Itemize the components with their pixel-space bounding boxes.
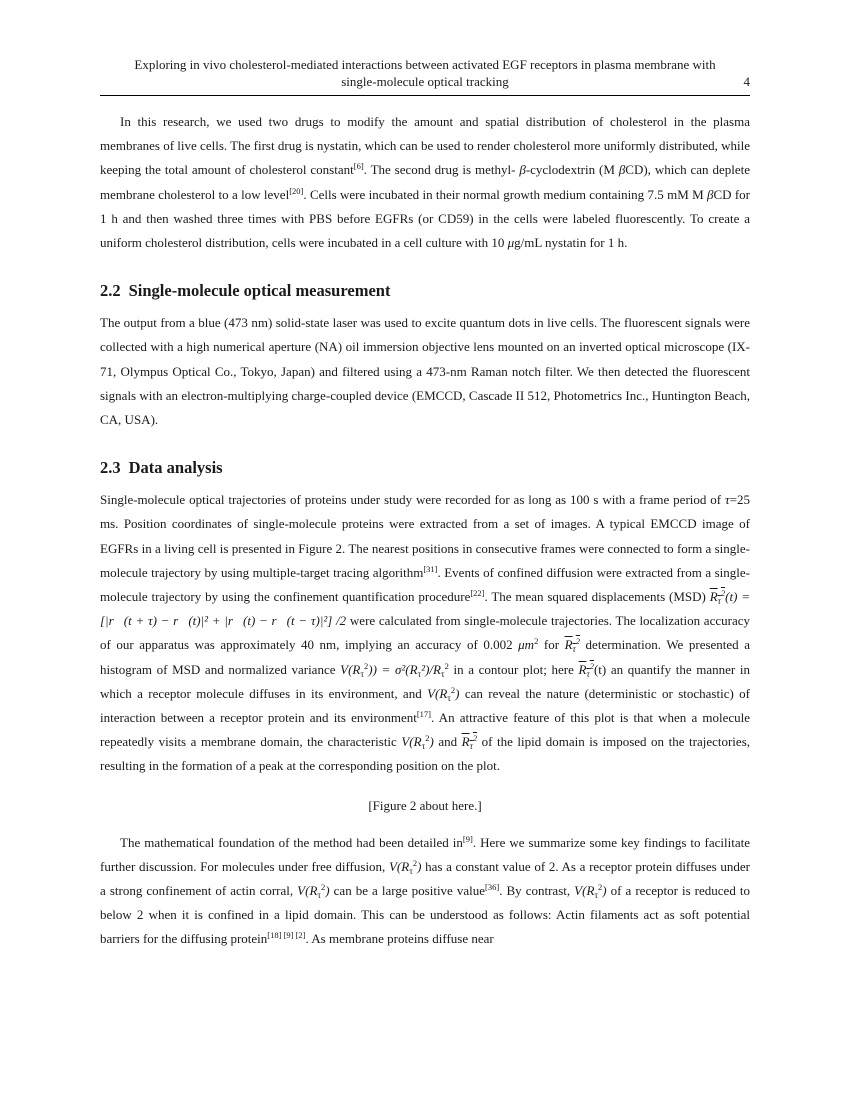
citation: [22] [470,588,485,599]
paragraph-data-analysis: Single-molecule optical trajectories of proteins under study were recorded for as long as 100 s with a frame period of τ=25 ms. Position coordinates of single-molecule proteins were extracted from a set of images. A typical EMCCD image of EGFRs in a living cell is presented in Figure 2. The nearest positions in consecutive frames were connected to form a single-molecule trajectory by using multiple-target tracing algorithm[31]. Events of confined diffusion were extracted from a single-molecule trajectory by using the confinement quantification procedure[22]. The mean squared displacements (MSD) $R_\tau^2(t)$ = [|r⃗(t + τ) − r⃗(t)|² + |r⃗(t) − r⃗(t − τ)|²] /2 were calculated from single-molecule trajectories. The localization accuracy of our apparatus was approximately 40 nm, implying an accuracy of 0.002 $\mu m^2$ for $R_\tau^2$ determination. We presented a histogram of MSD and normalized variance $V(R_\tau^2)) = \sigma^2(R_\tau^2)/R_\tau^2$ in a contour plot; here $R_\tau^2(t)$ an quantify the manner in which a receptor molecule diffuses in its environment, and $V(R_\tau^2)$ can reveal the nature (deterministic or stochastic) of interaction between a receptor protein and its environment[17]. An attractive feature of this plot is that when a molecule repeatedly visits a membrane domain, the characteristic $V(R_\tau^2)$ and $R_\tau^2$ of the lipid domain is imposed on the trajectories, resulting in the formation of a peak at the corresponding position on the plot. [100,492,750,774]
running-title-line-2: single-molecule optical tracking [341,74,509,89]
running-header [100,56,750,90]
msd-symbol: $R_\tau^2$ [709,588,726,607]
section-heading-2-3: 2.3 Data analysis [100,458,223,478]
paper-page [100,56,750,952]
paragraph-drug-treatment: In this research, we used two drugs to modify the amount and spatial distribution of cholesterol in the plasma membranes of live cells. The first drug is nystatin, which can be used to render cholesterol more uniformly distributed, while keeping the total amount of cholesterol constant[6]. The second drug is methyl- β-cyclodextrin (M βCD), which can deplete membrane cholesterol to a low level[20]. Cells were incubated in their normal growth medium containing 7.5 mM M βCD for 1 h and then washed three times with PBS before EGFRs (or CD59) in the cells were labeled fluorescently. To create a uniform cholesterol distribution, cells were incubated in a cell culture with 10 μg/mL nystatin for 1 h. [100,114,751,251]
paragraph-mathematical-foundation: The mathematical foundation of the method had been detailed in[9]. Here we summarize some key findings to facilitate further discussion. For molecules under free diffusion, $V(R_\tau^2)$ has a constant value of 2. As a receptor protein diffuses under a strong confinement of actin corral, $V(R_\tau^2)$ can be a large positive value[36]. By contrast, $V(R_\tau^2)$ of a receptor is reduced to below 2 when it is confined in a lipid domain. This can be understood as follows: Actin filaments act as soft potential barriers for the diffusing protein[18] [9] [2]. As membrane proteins diffuse near [100,833,751,947]
citation: [18] [9] [2] [267,930,306,941]
paragraph-optical-measurement: The output from a blue (473 nm) solid-state laser was used to excite quantum dots in live cells. The fluorescent signals were collected with a high numerical aperture (NA) oil immersion objective lens mounted on an inverted optical microscope (IX-71, Olympus Optical Co., Tokyo, Japan) and filtered using a 473-nm Raman notch filter. We then detected the fluorescent signals with an electron-multiplying charge-coupled device (EMCCD, Cascade II 512, Photometrics Inc., Huntington Beach, CA, USA). [100,315,750,428]
citation: [17] [416,709,431,720]
running-title-line-1: Exploring in vivo cholesterol-mediated interactions between activated EGF receptors in plasma membrane with [134,57,716,72]
header-rule [100,95,750,96]
citation: [6] [353,161,364,172]
citation: [9] [462,833,473,844]
citation: [31] [423,563,438,574]
citation: [20] [289,185,304,196]
citation: [36] [485,882,500,893]
section-heading-2-2: 2.2 Single-molecule optical measurement [100,281,391,301]
figure-placeholder: [Figure 2 about here.] [368,797,482,813]
page-number: 4 [743,74,750,89]
